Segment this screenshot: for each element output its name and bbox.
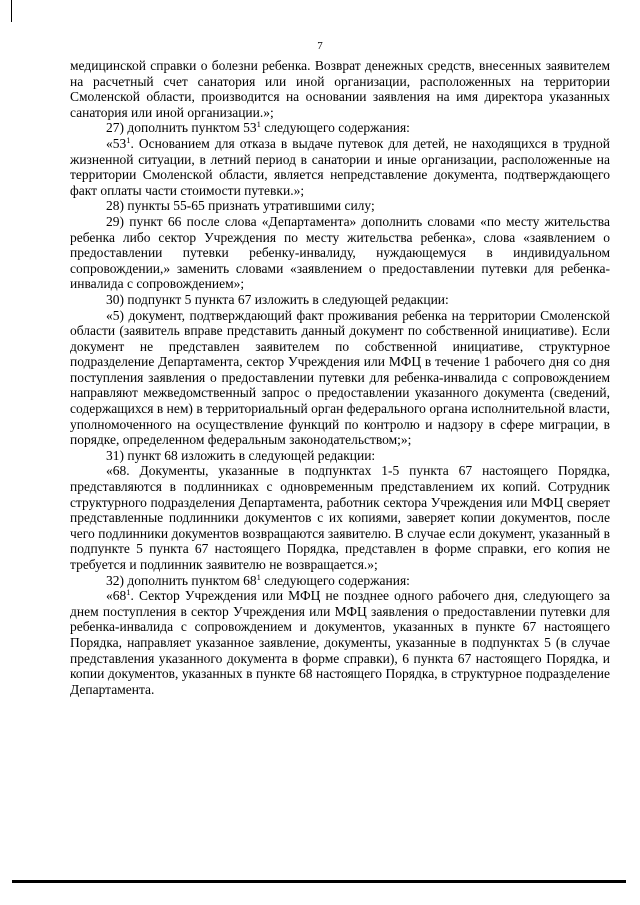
- document-body: [70, 58, 610, 697]
- superscript: 1: [256, 571, 261, 582]
- paragraph-text: «68: [106, 588, 127, 604]
- paragraph-item-31: 31) пункт 68 изложить в следующей редакции:: [106, 447, 376, 463]
- paragraph-point-53-1: [70, 136, 610, 198]
- paragraph-item-30: 30) подпункт 5 пункта 67 изложить в следующей редакции:: [106, 291, 449, 307]
- paragraph-text: 32) дополнить пунктом 68: [106, 572, 257, 588]
- paragraph-point-68-1: [70, 588, 610, 697]
- paragraph-point-68: «68. Документы, указанные в подпунктах 1-5 пункта 67 настоящего Порядка, представляются в подлинниках с одновременным представлением их копий. Сотрудник структурного подразделения Департамента, работник сектора Учреждения или МФЦ сверяет представленные подлинники документов с их копиями, заверяет копии документов, после чего подлинники документов возвращаются заявителю. В случае если документ, указанный в подпункте 5 пункта 67 настоящего Порядка, представлен в форме справки, его копия не требуется и подлинник заявителю не возвращается.»;: [70, 463, 610, 572]
- superscript: 1: [126, 587, 131, 598]
- paragraph-item-32: [70, 573, 610, 589]
- paragraph-item-28: 28) пункты 55-65 признать утратившими силу;: [106, 198, 375, 214]
- paragraph-item-27: [70, 120, 610, 136]
- bottom-scan-rule: [12, 880, 626, 883]
- page-number: 7: [317, 40, 323, 52]
- paragraph-text: следующего содержания:: [260, 572, 410, 588]
- paragraph-text: «53: [106, 135, 127, 151]
- superscript: 1: [126, 134, 131, 145]
- paragraph-subpoint-5: «5) документ, подтверждающий факт проживания ребенка на территории Смоленской области (заявитель вправе представить данный документ по собственной инициативе). Если документ не представлен заявителем по собственной инициативе, структурное подразделение Департамента, сектор Учреждения или МФЦ в течение 1 рабочего дня со дня поступления заявления о предоставлении путевки для ребенка-инвалида с сопровождением направляют межведомственный запрос о предоставлении указанного документа (сведений, содержащихся в нем) в территориальный орган федерального органа исполнительной власти, уполномоченного на осуществление функций по контролю и надзору в сфере миграции, в порядке, определенном федеральным законодательством;»;: [70, 307, 610, 448]
- paragraph-text: 27) дополнить пунктом 53: [106, 120, 257, 136]
- paragraph-text: следующего содержания:: [260, 120, 410, 136]
- left-margin-rule: [11, 0, 12, 22]
- paragraph-text: . Основанием для отказа в выдаче путевок для детей, не находящихся в трудной жизненной ситуации, в летний период в санатории и иные организации, расположенные на территории Смоленской области, является непредставление документа, подтверждающего факт оплаты части стоимости путевки.»;: [70, 135, 610, 198]
- paragraph-item-29: 29) пункт 66 после слова «Департамента» дополнить словами «по месту жительства ребенка либо сектор Учреждения по месту жительства ребенка», слова «заявлением о предоставлении путевки ребенку-инвалиду, нуждающемуся в индивидуальном сопровождении,» заменить словами «заявлением о предоставлении путевки для ребенка-инвалида с сопровождением»;: [70, 213, 610, 292]
- superscript: 1: [256, 119, 261, 130]
- paragraph-text: . Сектор Учреждения или МФЦ не позднее одного рабочего дня, следующего за днем поступления в сектор Учреждения или МФЦ заявления о предоставлении путевки для ребенка-инвалида с сопровождением и документов, указанных в пункте 67 настоящего Порядка, направляет указанное заявление, документы, указанные в подпунктах 5 (в случае представления указанного документа в форме справки), 6 пункта 67 настоящего Порядка, и копии документов, указанных в пункте 68 настоящего Порядка, в структурное подразделение Департамента.: [70, 588, 610, 697]
- paragraph-continuation: медицинской справки о болезни ребенка. Возврат денежных средств, внесенных заявителем на расчетный счет санатория или иной организации, расположенных на территории Смоленской области, производится на основании заявления на имя директора указанных санатория или иной организации.»;: [70, 58, 610, 120]
